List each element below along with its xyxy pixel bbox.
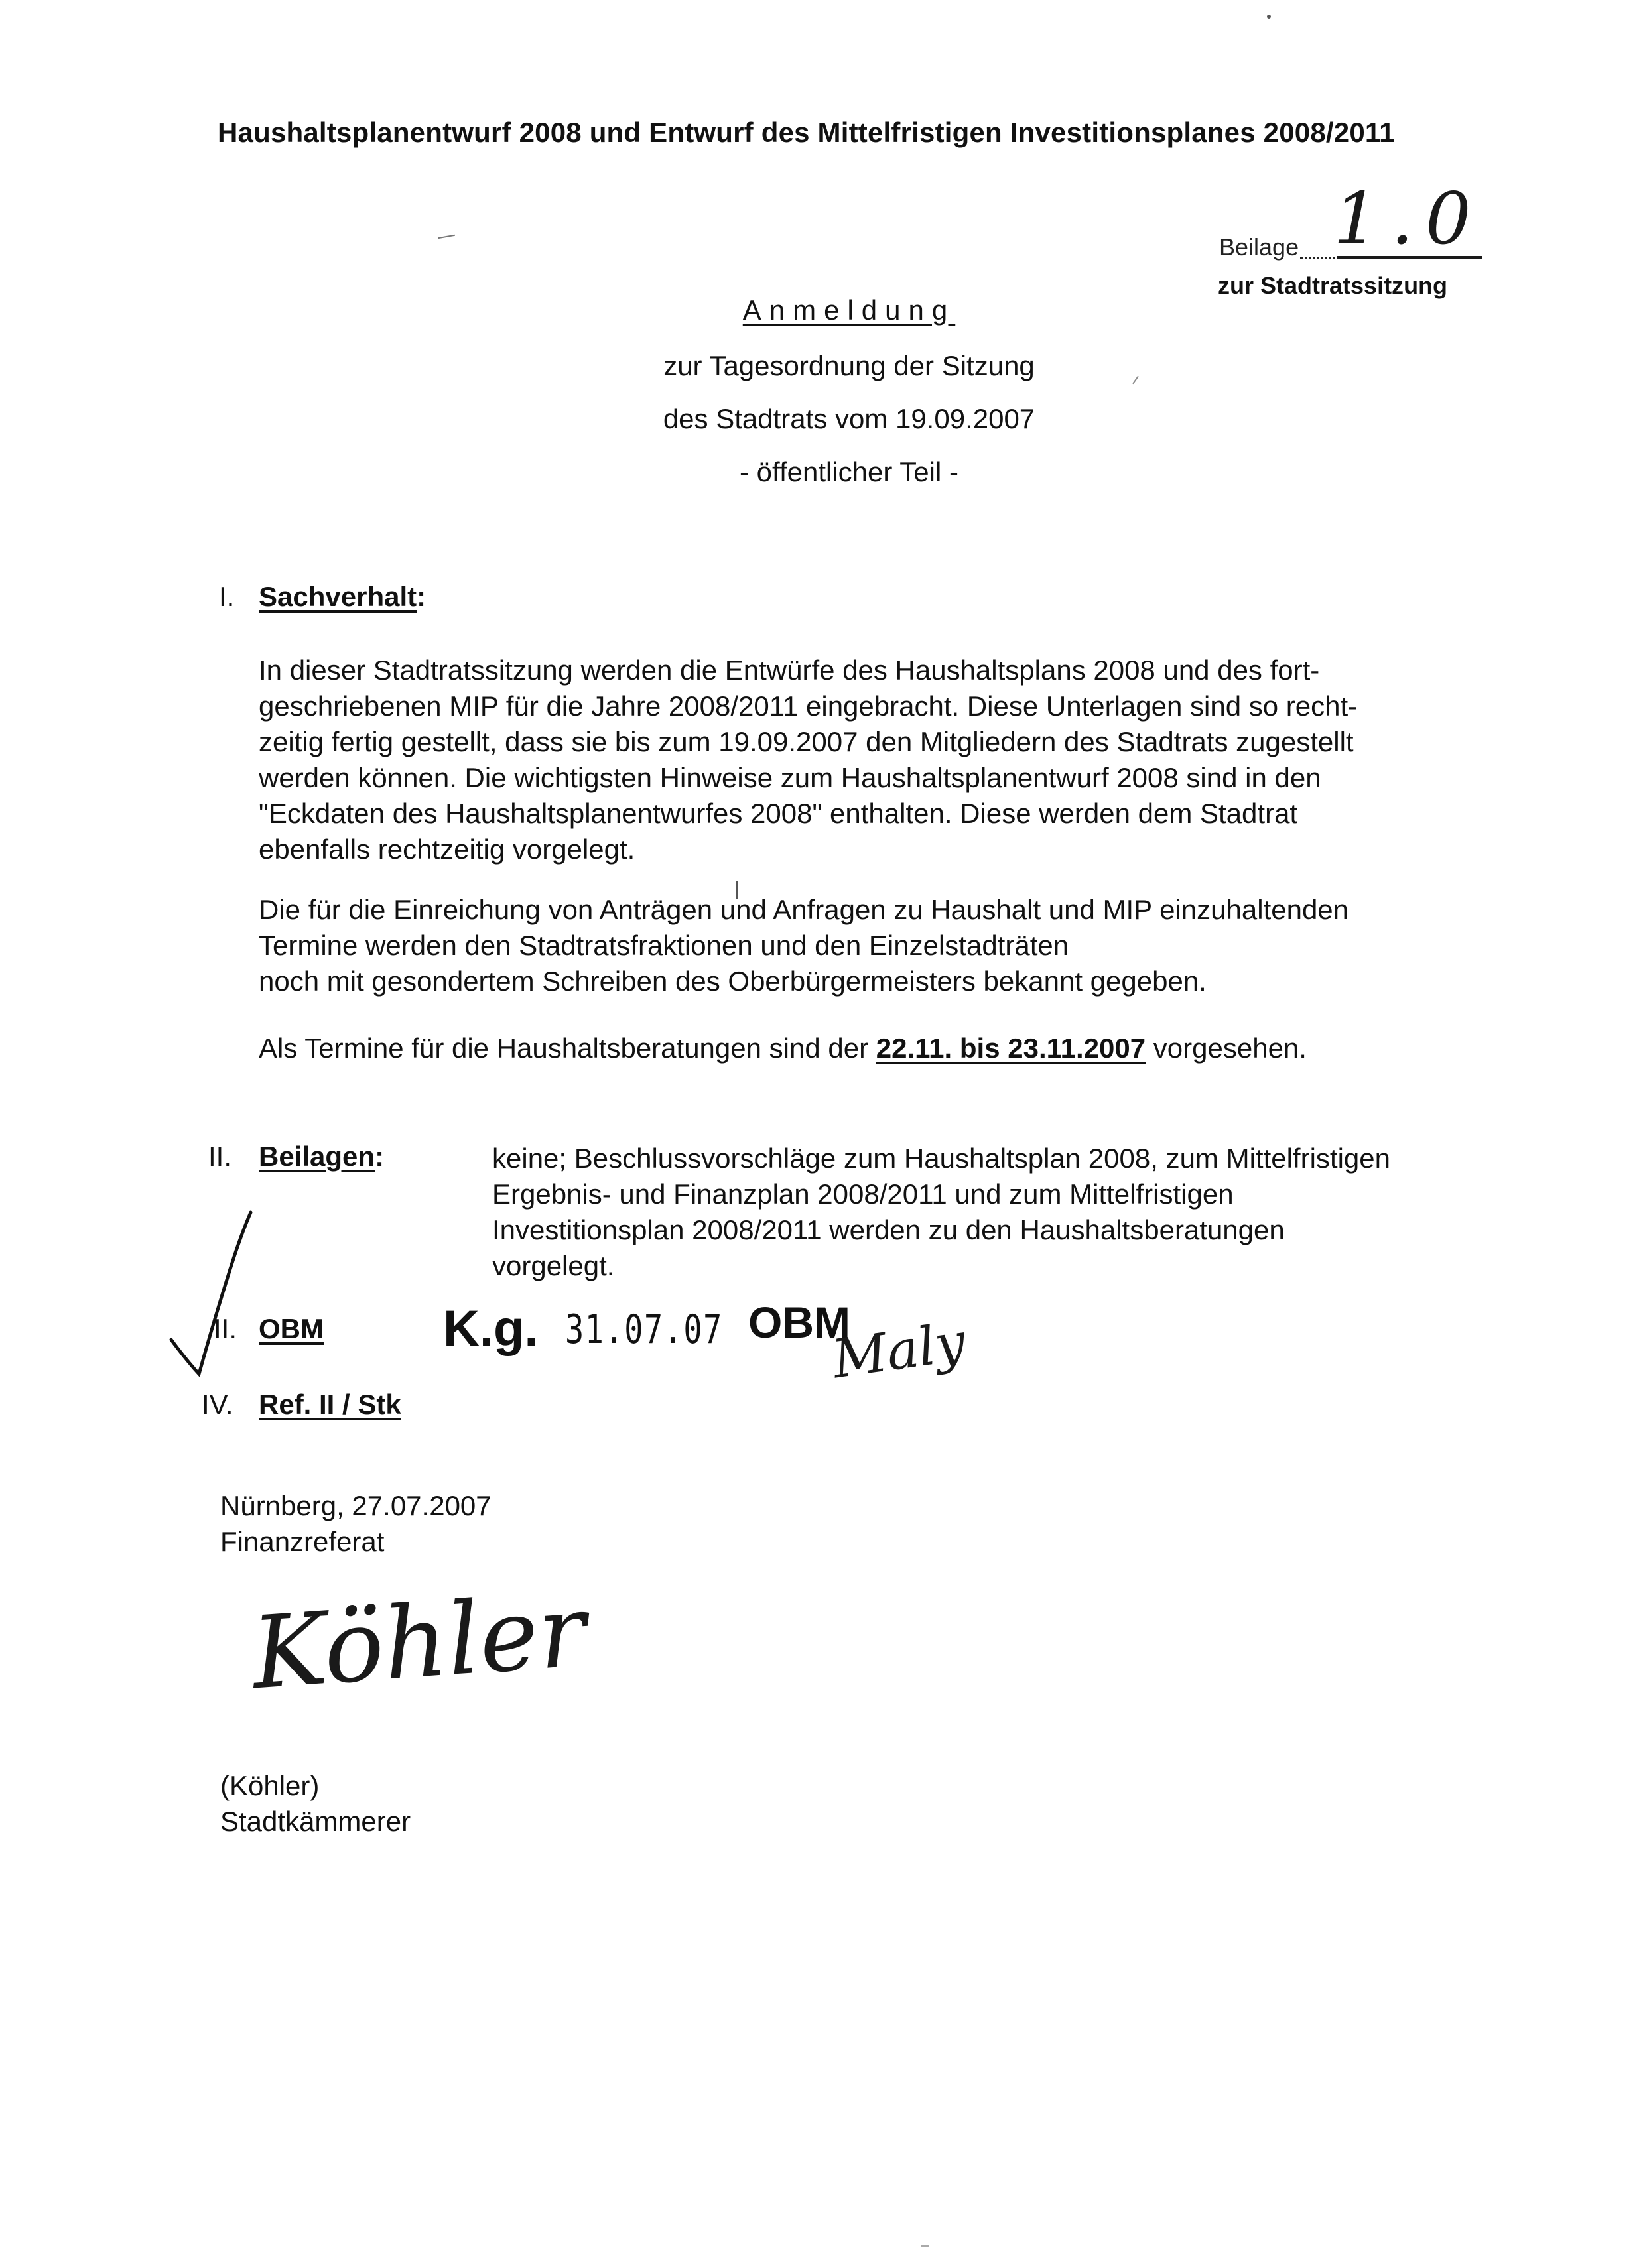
section-1-paragraph-1-text: In dieser Stadtratssitzung werden die Entwürfe des Haushaltsplans 2008 und des fort- geschriebenen MIP für die Jahre 2008/2011 eingebracht. Diese Unterlagen sind so recht- zeitig fertig gestellt, dass sie bis zum 19.09.2007 den Mitgliedern des Stadtrats zugestellt werden können. Die wichtigsten Hinweise zum Haushaltsplanentwurf 2008 sind in den "Eckdaten des Haushaltsplanentwurfes 2008" enthalten. Diese werden dem Stadtrat ebenfalls rechtzeitig vorgelegt. xyxy=(259,655,1358,865)
section-1-paragraph-1 xyxy=(259,653,1506,867)
header-line-3: - öffentlicher Teil - xyxy=(740,456,958,487)
section-4-numeral: IV. xyxy=(202,1389,233,1420)
section-1-paragraph-3 xyxy=(259,1031,1506,1066)
section-1-heading: Sachverhalt xyxy=(259,581,417,612)
footer-signature: Köhler xyxy=(248,1573,590,1712)
section-2-colon: : xyxy=(375,1141,385,1172)
section-1-heading-wrap xyxy=(259,581,426,613)
obm-signature: Maly xyxy=(828,1310,969,1391)
section-2-heading-wrap xyxy=(259,1141,384,1172)
beilage-subtitle-suffix: ung xyxy=(1404,272,1448,299)
section-2-numeral: II. xyxy=(208,1141,232,1172)
beilage-subtitle xyxy=(1218,272,1447,300)
footer-department: Finanzreferat xyxy=(220,1526,385,1557)
scan-mark xyxy=(438,235,455,239)
section-4-heading: Ref. II / Stk xyxy=(259,1389,401,1420)
header-line-2: des Stadtrats vom 19.09.2007 xyxy=(663,403,1035,434)
section-2-text: keine; Beschlussvorschläge zum Haushaltsplan 2008, zum Mittelfristigen Ergebnis- und Finanzplan 2008/2011 und zum Mittelfristigen Investitionsplan 2008/2011 werden zu den Haushaltsberatungen vorgelegt. xyxy=(492,1143,1390,1281)
beratung-dates: 22.11. bis 23.11.2007 xyxy=(876,1033,1146,1064)
footer-name: (Köhler) xyxy=(220,1770,320,1801)
section-1-numeral: I. xyxy=(219,581,235,612)
stamp-initials: K.g. xyxy=(443,1300,539,1357)
beilage-underline xyxy=(1337,256,1482,259)
footer-place-date: Nürnberg, 27.07.2007 xyxy=(220,1490,492,1521)
beilage-label: Beilage xyxy=(1219,233,1299,261)
section-1-colon: : xyxy=(417,581,427,612)
header-line-1: zur Tagesordnung der Sitzung xyxy=(663,350,1035,381)
stamp-date: 31.07.07 xyxy=(565,1306,723,1353)
beilage-subtitle-prefix: zur Stadtratssitz xyxy=(1218,272,1404,299)
scan-mark xyxy=(1132,376,1139,385)
section-2-heading: Beilagen xyxy=(259,1141,375,1172)
scan-mark xyxy=(1267,15,1271,19)
scan-mark xyxy=(921,2245,929,2247)
stamp-obm: OBM xyxy=(748,1298,850,1347)
document-title: Haushaltsplanentwurf 2008 und Entwurf des Mittelfristigen Investitionsplanes 2008/2011 xyxy=(218,117,1395,148)
anmeldung-heading: Anmeldung xyxy=(742,294,956,326)
section-3-numeral: II. xyxy=(214,1313,237,1344)
paragraph-3-before: Als Termine für die Haushaltsberatungen sind der xyxy=(259,1033,876,1064)
section-1-paragraph-2 xyxy=(259,892,1506,999)
section-1-paragraph-3-text xyxy=(259,1031,1506,1066)
checkmark-icon xyxy=(166,1207,259,1379)
section-1-paragraph-2-text: Die für die Einreichung von Anträgen und Anfragen zu Haushalt und MIP einzuhaltenden Termine werden den Stadtratsfraktionen und den Einzelstadträten noch mit gesondertem Schreiben des Oberbürgermeisters bekannt gegeben. xyxy=(259,894,1349,997)
paragraph-3-after: vorgesehen. xyxy=(1146,1033,1307,1064)
footer-position: Stadtkämmerer xyxy=(220,1806,411,1837)
section-3-heading: OBM xyxy=(259,1313,324,1344)
beilage-number: 1.0 xyxy=(1333,178,1483,261)
